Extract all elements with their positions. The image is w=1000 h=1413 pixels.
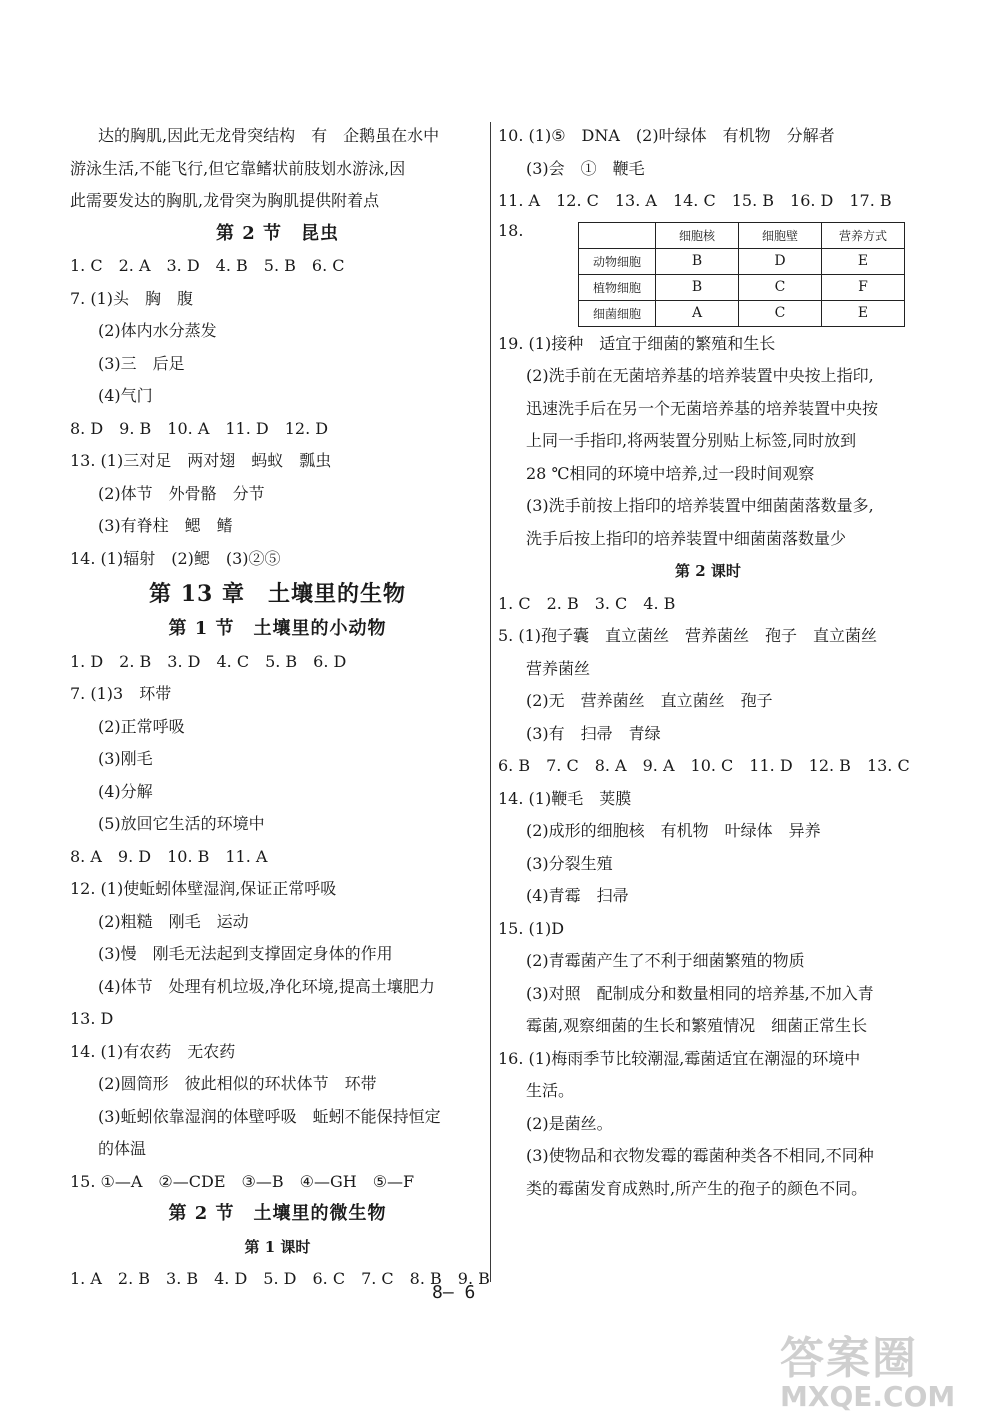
text-line: 此需要发达的胸肌,龙骨突为胸肌提供附着点	[70, 191, 380, 210]
table-cell: D	[739, 248, 822, 274]
text-line: 12. (1)使蚯蚓体壁湿润,保证正常呼吸	[70, 879, 337, 898]
text-line: (2)成形的细胞核 有机物 叶绿体 异养	[526, 821, 821, 840]
text-line: 第 2 课时	[675, 562, 741, 580]
column-divider	[490, 122, 491, 1282]
table-cell: E	[822, 248, 905, 274]
watermark-logo	[780, 1322, 980, 1413]
text-line: 13. D	[70, 1009, 114, 1028]
table-row	[579, 248, 905, 274]
text-line: 类的霉菌发育成熟时,所产生的孢子的颜色不同。	[526, 1178, 868, 1198]
table-cell: C	[739, 300, 822, 326]
text-line: 15. ①—A ②—CDE ③—B ④—GH ⑤—F	[70, 1171, 415, 1191]
table-row-label: 细菌细胞	[579, 300, 656, 326]
right-top-block	[498, 120, 918, 218]
text-line: 第 2 节 昆虫	[215, 222, 340, 244]
text-line: 7. (1)头 胸 腹	[70, 288, 194, 308]
text-line: 第 2 节 土壤里的微生物	[168, 1203, 387, 1224]
table-cell: F	[822, 274, 905, 300]
table-row	[579, 274, 905, 300]
question-18-number: 18.	[498, 220, 524, 240]
text-line: 上同一手指印,将两装置分别贴上标签,同时放到	[526, 431, 857, 450]
text-line: 10. (1)⑤ DNA (2)叶绿体 有机物 分解者	[498, 126, 835, 145]
text-line: (2)体内水分蒸发	[98, 321, 217, 340]
text-line: 洗手后按上指印的培养装置中细菌菌落数量少	[526, 528, 847, 548]
text-line: 8. A 9. D 10. B 11. A	[70, 846, 268, 866]
text-line: (4)体节 处理有机垃圾,净化环境,提高土壤肥力	[98, 976, 435, 996]
text-line: 第 1 课时	[244, 1237, 311, 1256]
text-line: 1. D 2. B 3. D 4. C 5. B 6. D	[70, 651, 347, 671]
text-line: 8. D 9. B 10. A 11. D 12. D	[70, 418, 329, 438]
text-line: 营养菌丝	[526, 658, 591, 678]
text-line: (2)无 营养菌丝 直立菌丝 孢子	[526, 691, 773, 710]
right-column	[498, 120, 918, 1205]
page-number: 8— 6	[432, 1282, 476, 1303]
text-line: 的体温	[98, 1139, 147, 1158]
table-row-label: 植物细胞	[579, 274, 656, 300]
text-line: (3)蚯蚓依靠湿润的体壁呼吸 蚯蚓不能保持恒定	[98, 1106, 441, 1126]
text-line: 霉菌,观察细菌的生长和繁殖情况 细菌正常生长	[526, 1016, 868, 1035]
text-line: (2)洗手前在无菌培养基的培养装置中央按上指印,	[526, 366, 874, 385]
text-line: (3)会 ① 鞭毛	[526, 158, 645, 178]
text-line: (3)使物品和衣物发霉的霉菌种类各不相同,不同种	[526, 1146, 874, 1165]
watermark-url: MXQE.COM	[780, 1380, 956, 1413]
text-line: (3)有 扫帚 青绿	[526, 723, 661, 743]
text-line: 迅速洗手后在另一个无菌培养基的培养装置中央按	[526, 398, 879, 418]
text-line: 1. C 2. B 3. C 4. B	[498, 593, 676, 613]
text-line: (4)气门	[98, 386, 153, 405]
text-line: 第 1 节 土壤里的小动物	[168, 618, 387, 639]
text-line: (5)放回它生活的环境中	[98, 814, 265, 833]
watermark-text: 答案圈	[780, 1333, 918, 1384]
text-line: 14. (1)鞭毛 荚膜	[498, 788, 632, 808]
text-line: (3)有脊柱 鳃 鳍	[98, 516, 233, 535]
text-line: (3)洗手前按上指印的培养装置中细菌菌落数量多,	[526, 496, 874, 515]
text-line: (4)青霉 扫帚	[526, 886, 629, 905]
table-cell: A	[656, 300, 739, 326]
text-line: (2)体节 外骨骼 分节	[98, 483, 265, 503]
left-column	[70, 120, 490, 1296]
text-line: 19. (1)接种 适宜于细菌的繁殖和生长	[498, 333, 776, 353]
text-line: 达的胸肌,因此无龙骨突结构 有 企鹅虽在水中	[98, 126, 440, 145]
table-cell: C	[739, 274, 822, 300]
text-line: 15. (1)D	[498, 918, 565, 938]
text-line: (2)正常呼吸	[98, 716, 185, 736]
text-line: (2)青霉菌产生了不利于细菌繁殖的物质	[526, 951, 805, 970]
question-18	[498, 218, 918, 328]
right-bottom-block	[498, 328, 918, 1206]
table-row	[579, 300, 905, 326]
text-line: 5. (1)孢子囊 直立菌丝 营养菌丝 孢子 直立菌丝	[498, 626, 878, 645]
text-line: (3)对照 配制成分和数量相同的培养基,不加入青	[526, 983, 874, 1003]
table-header-cell: 营养方式	[822, 222, 905, 248]
text-line: 11. A 12. C 13. A 14. C 15. B 16. D 17. B	[498, 191, 892, 210]
text-line: (3)刚毛	[98, 749, 153, 768]
table-row-label: 动物细胞	[579, 248, 656, 274]
text-line: 第 13 章 土壤里的生物	[149, 581, 406, 607]
text-line: 游泳生活,不能飞行,但它靠鳍状前肢划水游泳,因	[70, 158, 406, 178]
text-line: 6. B 7. C 8. A 9. A 10. C 11. D 12. B 13. C	[498, 756, 910, 775]
text-line: 14. (1)辐射 (2)鳃 (3)②⑤	[70, 548, 281, 568]
text-line: 生活。	[526, 1081, 575, 1100]
table-header-cell	[579, 222, 656, 248]
text-line: 28 ℃相同的环境中培养,过一段时间观察	[526, 463, 815, 483]
table-cell: B	[656, 274, 739, 300]
table-header-row	[579, 222, 905, 248]
text-line: (2)圆筒形 彼此相似的环状体节 环带	[98, 1074, 377, 1093]
table-cell: E	[822, 300, 905, 326]
text-line: 16. (1)梅雨季节比较潮湿,霉菌适宜在潮湿的环境中	[498, 1048, 861, 1068]
text-line: (4)分解	[98, 781, 153, 801]
text-line: 7. (1)3 环带	[70, 684, 172, 703]
text-line: (3)慢 刚毛无法起到支撑固定身体的作用	[98, 944, 393, 963]
text-line: (2)是菌丝。	[526, 1113, 613, 1133]
text-line: (2)粗糙 刚毛 运动	[98, 911, 249, 931]
table-header-cell: 细胞核	[656, 222, 739, 248]
text-line: (3)三 后足	[98, 353, 185, 373]
text-line: 13. (1)三对足 两对翅 蚂蚁 瓢虫	[70, 451, 332, 470]
text-line: 14. (1)有农药 无农药	[70, 1041, 236, 1061]
cell-comparison-table	[578, 222, 905, 327]
table-header-cell: 细胞壁	[739, 222, 822, 248]
table-cell: B	[656, 248, 739, 274]
text-line: (3)分裂生殖	[526, 853, 613, 873]
text-line: 1. A 2. B 3. B 4. D 5. D 6. C 7. C 8. B 9. B	[70, 1269, 490, 1288]
text-line: 1. C 2. A 3. D 4. B 5. B 6. C	[70, 256, 345, 275]
